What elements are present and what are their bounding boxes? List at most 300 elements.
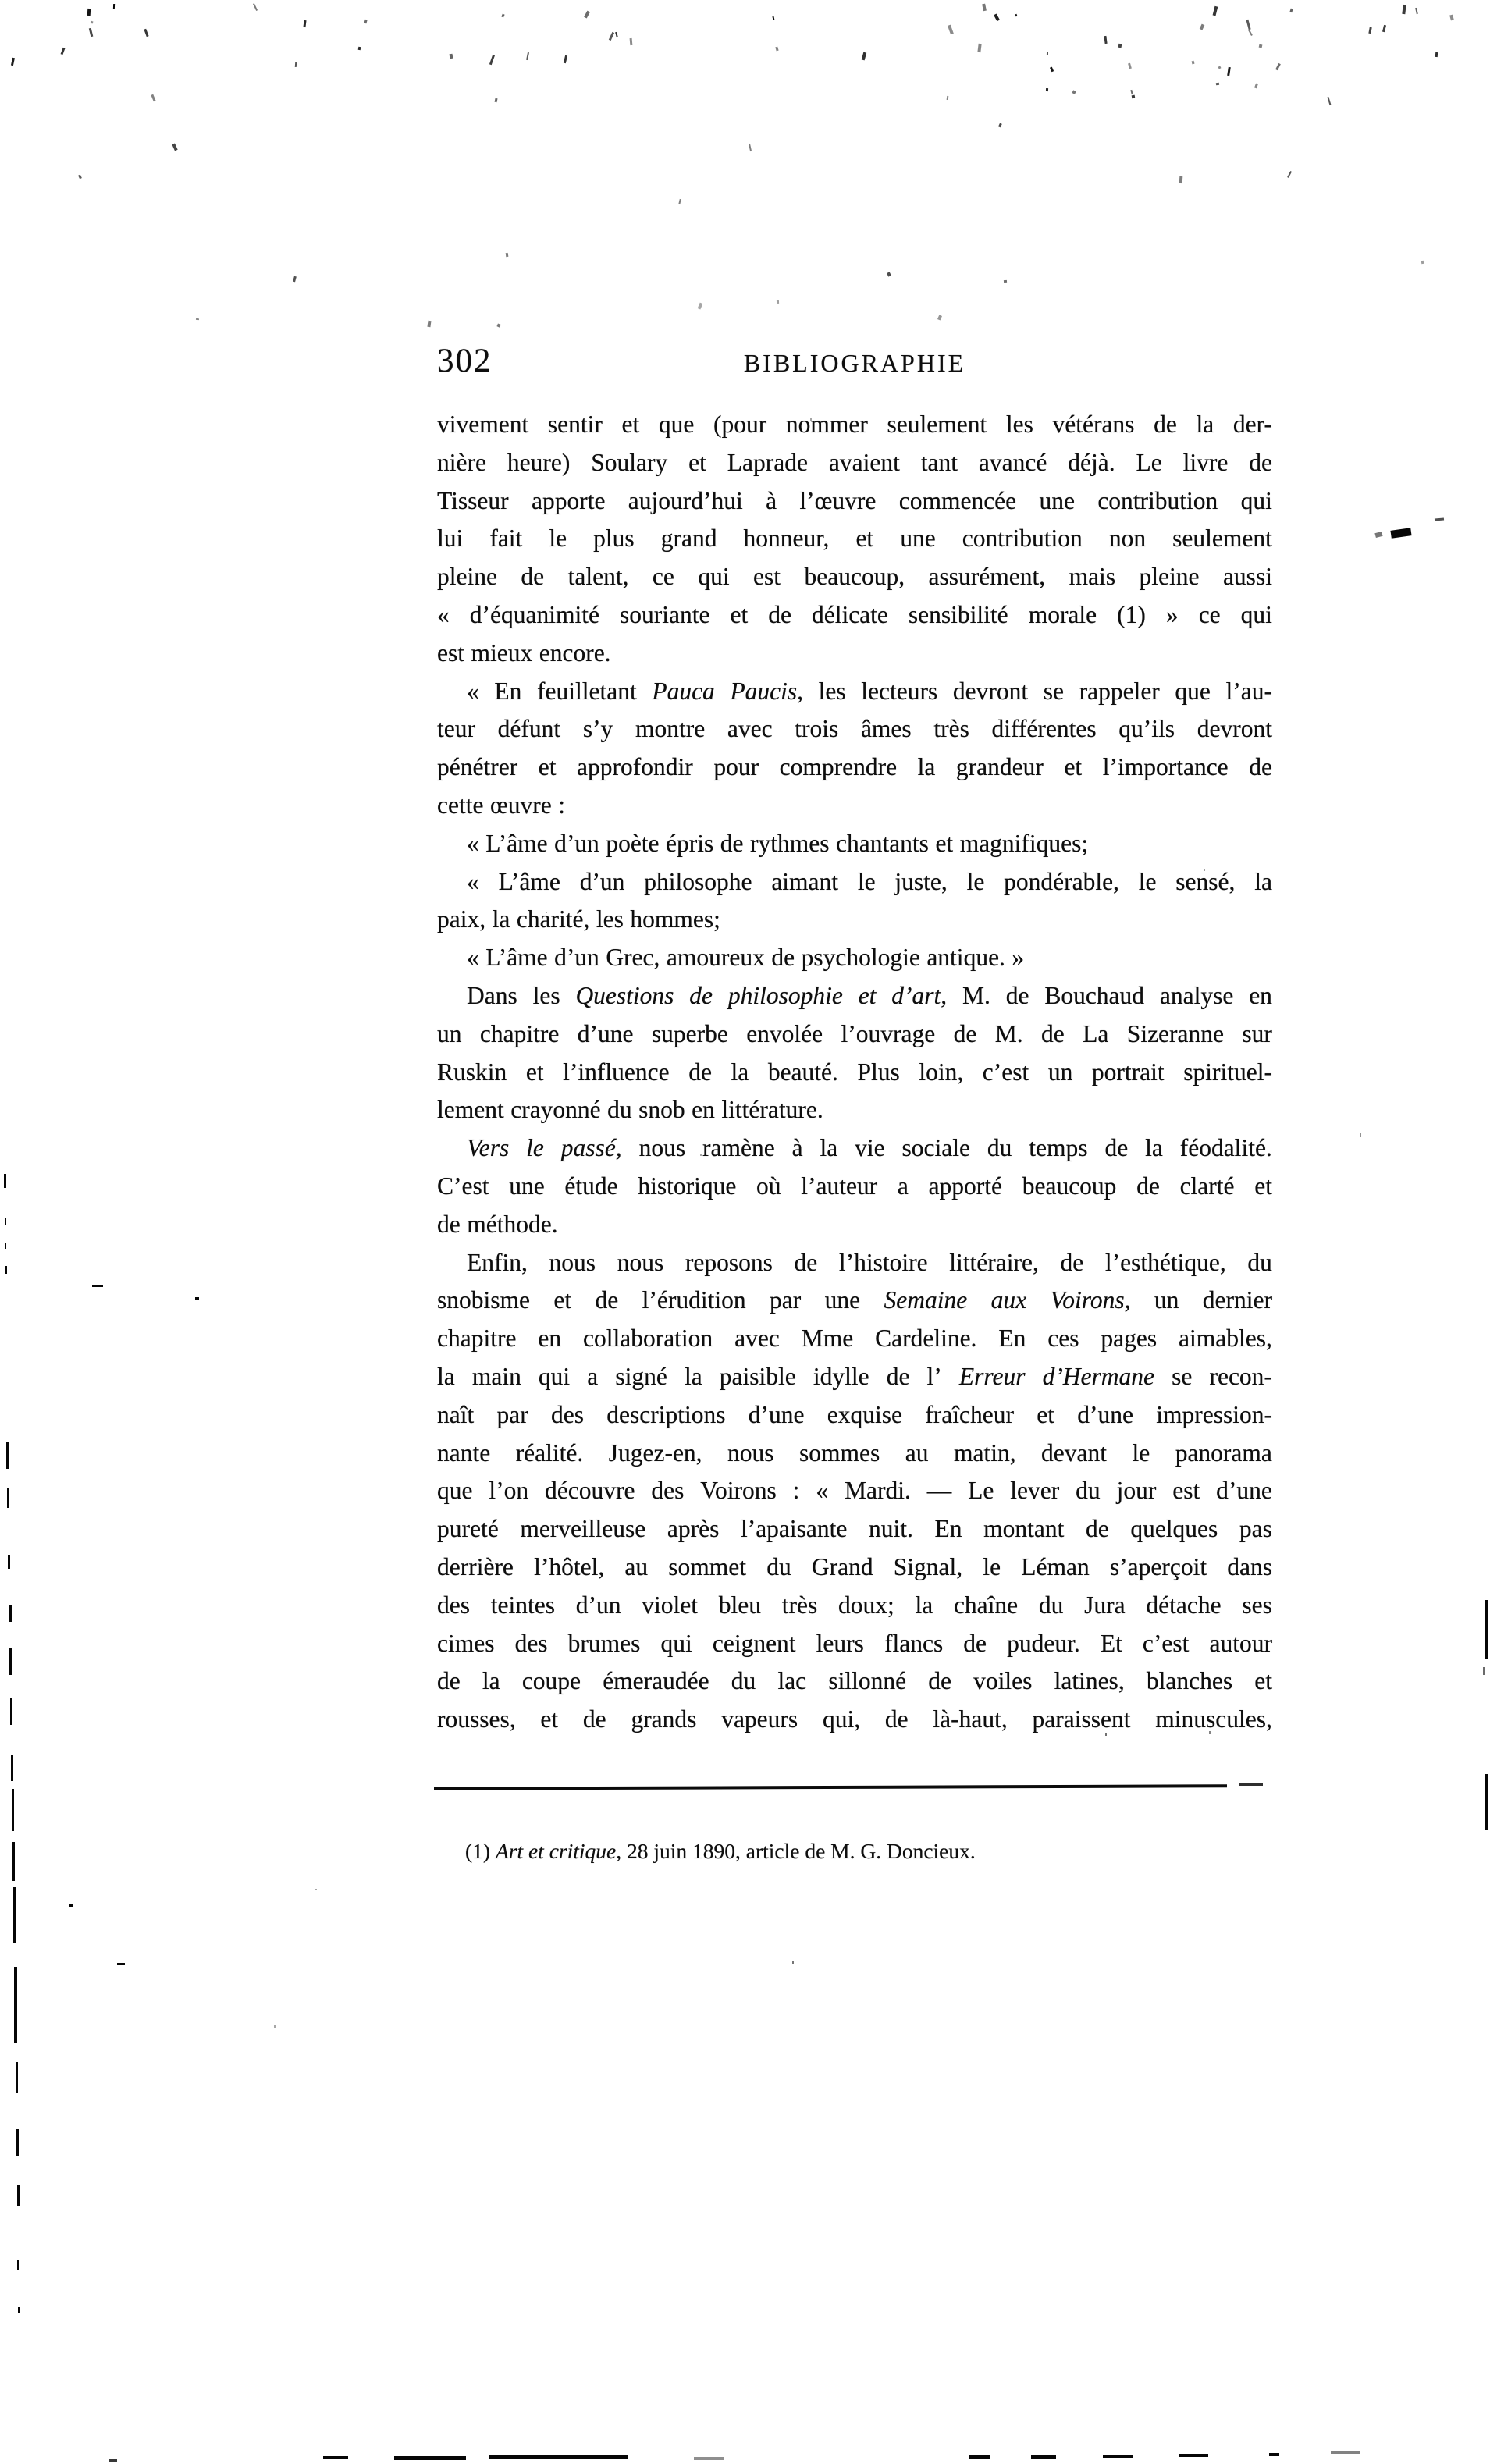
word: nommer bbox=[785, 411, 868, 438]
word: délicate bbox=[811, 600, 888, 628]
word: comprendre bbox=[779, 753, 898, 781]
word: montant bbox=[983, 1515, 1065, 1543]
scan-mark bbox=[13, 1887, 16, 1943]
scan-mark bbox=[861, 52, 866, 61]
word: contribution bbox=[1097, 486, 1218, 514]
word-italic: Voirons, bbox=[1050, 1286, 1131, 1314]
word: livre bbox=[1182, 448, 1229, 476]
word: « bbox=[467, 867, 479, 895]
word: non bbox=[1108, 524, 1147, 553]
word: Le bbox=[1136, 448, 1162, 476]
word: Voirons bbox=[700, 1477, 777, 1505]
word: Dans bbox=[467, 981, 517, 1009]
word: par bbox=[496, 1400, 528, 1428]
word: l’ bbox=[926, 1362, 942, 1390]
word: qui bbox=[698, 563, 730, 591]
scan-mark bbox=[1421, 261, 1424, 264]
scan-mark bbox=[982, 4, 986, 11]
body-text-block bbox=[437, 406, 1272, 1739]
word-italic: de bbox=[689, 981, 713, 1009]
word: d’une bbox=[1216, 1477, 1272, 1505]
word: après bbox=[667, 1515, 720, 1543]
word: et bbox=[1064, 753, 1083, 781]
word: devant bbox=[1041, 1438, 1108, 1467]
word: déjà. bbox=[1068, 448, 1115, 476]
word: grandeur bbox=[955, 753, 1044, 781]
word: paisible bbox=[719, 1362, 796, 1390]
scan-mark bbox=[9, 1605, 12, 1622]
word: méthode. bbox=[467, 1210, 558, 1238]
scan-mark bbox=[678, 199, 681, 204]
scan-mark bbox=[357, 47, 360, 50]
word: Tisseur bbox=[437, 486, 509, 514]
scan-mark bbox=[1485, 1600, 1488, 1659]
scan-mark bbox=[1104, 36, 1107, 44]
word: paraissent bbox=[1032, 1705, 1131, 1733]
scan-mark bbox=[427, 321, 431, 327]
scan-mark bbox=[1179, 2454, 1208, 2457]
word: fait bbox=[489, 524, 523, 553]
scan-mark bbox=[12, 1789, 14, 1831]
scan-mark bbox=[615, 31, 618, 37]
word: approfondir bbox=[577, 753, 693, 781]
word: L’âme bbox=[498, 867, 560, 895]
scan-mark bbox=[777, 300, 779, 304]
word: pureté bbox=[437, 1515, 499, 1543]
text-line bbox=[437, 558, 1272, 596]
scan-mark bbox=[1289, 9, 1293, 13]
word: le bbox=[1132, 1438, 1150, 1467]
word: qui bbox=[1240, 486, 1272, 514]
text-line bbox=[437, 825, 1272, 863]
word: et bbox=[1037, 1400, 1054, 1428]
scan-mark bbox=[69, 1904, 73, 1907]
word: sensé, bbox=[1175, 867, 1236, 895]
word: du bbox=[1038, 1591, 1064, 1619]
word: épris bbox=[666, 829, 714, 857]
scan-mark bbox=[1179, 176, 1182, 183]
word-italic: d’art, bbox=[891, 981, 948, 1009]
scan-mark bbox=[14, 1967, 17, 2043]
word: : bbox=[558, 791, 565, 819]
word: vie bbox=[855, 1134, 885, 1162]
word: paix, bbox=[437, 905, 486, 933]
word: d’un bbox=[554, 944, 599, 972]
scan-mark bbox=[1204, 869, 1205, 871]
text-line bbox=[437, 406, 1272, 444]
word: par bbox=[770, 1286, 802, 1314]
scan-mark bbox=[948, 25, 954, 35]
word: chaîne bbox=[953, 1591, 1019, 1619]
word: autour bbox=[1209, 1629, 1272, 1657]
word: émeraudée bbox=[603, 1667, 709, 1695]
text-line bbox=[437, 1510, 1272, 1548]
word: au bbox=[905, 1438, 929, 1467]
word: voiles bbox=[973, 1667, 1033, 1695]
word: montre bbox=[635, 715, 706, 743]
word: l’érudition bbox=[642, 1286, 746, 1314]
word: talent, bbox=[567, 563, 629, 591]
word: au bbox=[624, 1552, 649, 1580]
text-line bbox=[437, 787, 1272, 825]
word: du bbox=[731, 1667, 756, 1695]
scan-mark bbox=[9, 1648, 12, 1675]
word: Et bbox=[1100, 1629, 1122, 1657]
word: avancé bbox=[978, 448, 1047, 476]
word: un bbox=[437, 1019, 462, 1047]
word: Jugez-en, bbox=[608, 1438, 702, 1467]
word: » bbox=[1165, 600, 1179, 628]
word: C’est bbox=[437, 1172, 489, 1200]
scan-mark bbox=[1249, 30, 1254, 36]
scan-mark bbox=[1130, 90, 1133, 94]
word: aimant bbox=[771, 867, 839, 895]
word: Grand bbox=[811, 1552, 873, 1580]
scan-mark bbox=[792, 1961, 794, 1964]
word: ce bbox=[1198, 600, 1221, 628]
scan-mark bbox=[1072, 90, 1076, 94]
word: des bbox=[551, 1400, 585, 1428]
text-line bbox=[437, 482, 1272, 521]
word-italic: passé, bbox=[560, 1134, 622, 1162]
scan-mark bbox=[1416, 8, 1419, 15]
word: seulement bbox=[887, 411, 987, 438]
scan-mark bbox=[1200, 23, 1204, 30]
scan-mark bbox=[5, 1218, 6, 1225]
word: Soulary bbox=[591, 448, 668, 476]
word: nous bbox=[638, 1134, 686, 1162]
word: l’hôtel, bbox=[534, 1552, 605, 1580]
word: lui bbox=[437, 524, 464, 553]
word: œuvre bbox=[489, 791, 552, 819]
scan-mark bbox=[629, 38, 632, 45]
word-italic: le bbox=[526, 1134, 544, 1162]
scan-mark bbox=[109, 2459, 117, 2462]
scan-mark bbox=[1382, 25, 1386, 33]
text-line bbox=[437, 1244, 1272, 1282]
word: du bbox=[1247, 1248, 1272, 1276]
scan-mark bbox=[5, 1243, 6, 1249]
scan-mark bbox=[315, 1889, 317, 1890]
page-number: 302 bbox=[437, 343, 493, 379]
word: de bbox=[595, 1286, 619, 1314]
word: seulement bbox=[1172, 524, 1272, 553]
word: beaucoup bbox=[1022, 1172, 1117, 1200]
word: l’œuvre bbox=[799, 486, 877, 514]
word: nous bbox=[549, 1248, 596, 1276]
word: qu’ils bbox=[1118, 715, 1175, 743]
word: plus bbox=[593, 524, 635, 553]
text-line bbox=[437, 939, 1272, 977]
word: d’un bbox=[579, 867, 625, 895]
scan-mark bbox=[1246, 20, 1251, 30]
word: différentes bbox=[991, 715, 1097, 743]
word: l’influence bbox=[563, 1058, 670, 1086]
word: lever bbox=[1010, 1477, 1060, 1505]
scan-mark bbox=[16, 2062, 18, 2093]
word: a bbox=[897, 1172, 909, 1200]
footnote-text bbox=[437, 1836, 1300, 1867]
word: que bbox=[658, 411, 695, 438]
text-line bbox=[437, 1168, 1272, 1206]
footnote-segment: 28 juin 1890, article de M. G. Doncieux. bbox=[621, 1839, 976, 1863]
word: la bbox=[1254, 867, 1272, 895]
word: la bbox=[915, 1591, 933, 1619]
footnote-segment: (1) bbox=[465, 1839, 496, 1863]
word: sensibilité bbox=[908, 600, 1008, 628]
word: ceignent bbox=[712, 1629, 796, 1657]
scan-mark bbox=[1258, 44, 1262, 48]
scan-mark bbox=[4, 1174, 6, 1188]
word: panorama bbox=[1175, 1438, 1272, 1467]
word: vivement bbox=[437, 411, 529, 438]
word: cette bbox=[437, 791, 484, 819]
text-line bbox=[437, 901, 1272, 939]
scan-mark bbox=[1015, 14, 1018, 17]
scan-mark bbox=[1050, 67, 1054, 72]
word: sommet bbox=[668, 1552, 747, 1580]
word: nière bbox=[437, 448, 486, 476]
word: chapitre bbox=[437, 1324, 517, 1353]
word: flancs bbox=[884, 1629, 944, 1657]
word: l’auteur bbox=[801, 1172, 878, 1200]
word: est bbox=[437, 638, 464, 667]
word: et bbox=[525, 1058, 544, 1086]
scan-mark bbox=[887, 272, 891, 276]
word: vapeurs bbox=[721, 1705, 798, 1733]
word: en bbox=[1249, 981, 1272, 1009]
word: de bbox=[582, 1705, 606, 1733]
word: à bbox=[791, 1134, 803, 1162]
word: de bbox=[1041, 1019, 1065, 1047]
scan-mark bbox=[1216, 83, 1219, 86]
scan-mark bbox=[78, 174, 82, 179]
text-line bbox=[437, 863, 1272, 901]
word: qui, bbox=[822, 1705, 861, 1733]
word: « bbox=[467, 829, 479, 857]
word: c’est bbox=[982, 1058, 1029, 1086]
text-line bbox=[437, 1206, 1272, 1244]
scan-mark bbox=[90, 21, 93, 24]
word: qui bbox=[1240, 600, 1272, 628]
scan-mark bbox=[1132, 95, 1135, 99]
word: lac bbox=[777, 1667, 807, 1695]
word-italic: Questions bbox=[575, 981, 674, 1009]
word: chapitre bbox=[479, 1019, 560, 1047]
word: apporte bbox=[531, 486, 606, 514]
word: reposons bbox=[685, 1248, 773, 1276]
word: pondérable, bbox=[1004, 867, 1119, 895]
scan-mark bbox=[1105, 1733, 1107, 1736]
word: et bbox=[855, 524, 874, 553]
word: de bbox=[771, 944, 795, 972]
word: le bbox=[983, 1552, 1001, 1580]
scan-mark bbox=[502, 14, 505, 18]
text-line bbox=[437, 1320, 1272, 1358]
word: du bbox=[987, 1134, 1012, 1162]
word: ses bbox=[1242, 1591, 1272, 1619]
word: le bbox=[966, 867, 985, 895]
word: que bbox=[437, 1477, 473, 1505]
scan-mark bbox=[1328, 97, 1332, 105]
word: M. bbox=[994, 1019, 1023, 1047]
word: la bbox=[482, 1667, 500, 1695]
word: d’une bbox=[748, 1400, 805, 1428]
word: devront bbox=[1197, 715, 1272, 743]
word: envolée bbox=[746, 1019, 823, 1047]
word: d’équanimité bbox=[469, 600, 599, 628]
word: l’au- bbox=[1225, 677, 1272, 705]
text-line bbox=[437, 444, 1272, 482]
scan-mark bbox=[1209, 1731, 1211, 1734]
scan-mark bbox=[937, 315, 942, 320]
text-line bbox=[437, 635, 1272, 673]
scan-mark bbox=[698, 303, 703, 310]
scan-mark bbox=[87, 9, 91, 16]
word: avec bbox=[727, 715, 773, 743]
word: quelques bbox=[1130, 1515, 1218, 1543]
word: vétérans bbox=[1052, 411, 1135, 438]
word: coupe bbox=[521, 1667, 581, 1695]
word: très bbox=[933, 715, 969, 743]
scan-mark bbox=[1004, 280, 1007, 283]
text-line bbox=[437, 1015, 1272, 1054]
word: rousses, bbox=[437, 1705, 516, 1733]
scan-mark bbox=[969, 2455, 990, 2459]
word: souriante bbox=[619, 600, 710, 628]
word-italic: Semaine bbox=[884, 1286, 968, 1314]
word: des bbox=[437, 1591, 470, 1619]
scan-mark bbox=[1031, 2455, 1056, 2459]
word: aujourd’hui bbox=[628, 486, 743, 514]
scan-mark bbox=[10, 1698, 12, 1725]
word: et bbox=[540, 1705, 559, 1733]
word: loin, bbox=[919, 1058, 964, 1086]
scan-mark bbox=[1118, 44, 1122, 48]
scan-mark bbox=[489, 2455, 628, 2459]
word: rappeler bbox=[1079, 677, 1160, 705]
text-line bbox=[437, 710, 1272, 748]
word: de bbox=[884, 1705, 909, 1733]
word: main bbox=[471, 1362, 521, 1390]
word: des bbox=[514, 1629, 548, 1657]
scan-mark bbox=[196, 318, 199, 321]
word: teur bbox=[437, 715, 475, 743]
word: avec bbox=[734, 1324, 780, 1353]
text-line bbox=[437, 1472, 1272, 1510]
scan-mark bbox=[295, 62, 297, 67]
word: cimes bbox=[437, 1629, 495, 1657]
word: Plus bbox=[857, 1058, 900, 1086]
word: heure) bbox=[507, 448, 571, 476]
scan-mark bbox=[1269, 2453, 1279, 2456]
word: l’ouvrage bbox=[841, 1019, 936, 1047]
word: et bbox=[688, 448, 706, 476]
word: descriptions bbox=[606, 1400, 726, 1428]
scan-mark bbox=[776, 46, 779, 51]
text-line bbox=[437, 1548, 1272, 1587]
text-line bbox=[437, 1662, 1272, 1701]
word: le bbox=[1138, 867, 1157, 895]
text-line bbox=[437, 977, 1272, 1015]
word: sociale bbox=[901, 1134, 970, 1162]
scan-mark bbox=[584, 11, 590, 19]
text-line bbox=[437, 1701, 1272, 1739]
word: Mme bbox=[801, 1324, 854, 1353]
text-line bbox=[437, 1625, 1272, 1663]
word: exquise bbox=[827, 1400, 903, 1428]
scan-mark bbox=[16, 2129, 19, 2156]
word: aimables, bbox=[1179, 1324, 1272, 1353]
scan-mark bbox=[6, 1442, 9, 1469]
word: pudeur. bbox=[1007, 1629, 1080, 1657]
word: « bbox=[467, 944, 479, 972]
word: temps bbox=[1029, 1134, 1088, 1162]
word: spirituel- bbox=[1183, 1058, 1272, 1086]
scan-mark bbox=[1254, 84, 1258, 88]
word: nous bbox=[727, 1438, 774, 1467]
word: et bbox=[621, 411, 640, 438]
word-italic: Vers bbox=[467, 1134, 510, 1162]
word: amoureux bbox=[666, 944, 765, 972]
scan-mark bbox=[496, 323, 500, 327]
scan-mark bbox=[151, 94, 156, 101]
scan-mark bbox=[1331, 2451, 1360, 2454]
footnote-segment-italic: Art et critique, bbox=[495, 1839, 622, 1863]
word: « bbox=[437, 600, 450, 628]
word: et bbox=[1254, 1667, 1272, 1695]
scan-mark bbox=[1435, 517, 1444, 521]
word: morale bbox=[1028, 600, 1097, 628]
word: trois bbox=[795, 715, 839, 743]
word-italic: Paucis, bbox=[730, 677, 804, 705]
word: pénétrer bbox=[437, 753, 518, 781]
word: grands bbox=[631, 1705, 697, 1733]
word: » bbox=[1012, 944, 1025, 972]
scan-mark bbox=[1374, 532, 1382, 538]
word: mais bbox=[1069, 563, 1116, 591]
word: de bbox=[688, 1058, 712, 1086]
word: pour bbox=[713, 753, 759, 781]
word: les bbox=[1005, 411, 1033, 438]
scan-mark bbox=[489, 54, 495, 64]
word: de bbox=[886, 1362, 910, 1390]
word: une bbox=[900, 524, 936, 553]
word-italic: aux bbox=[990, 1286, 1027, 1314]
text-line bbox=[437, 1091, 1272, 1129]
word: pleine bbox=[437, 563, 497, 591]
scan-mark bbox=[1287, 171, 1292, 178]
scan-mark bbox=[449, 54, 453, 59]
word: antique. bbox=[926, 944, 1005, 972]
word: s’y bbox=[582, 715, 613, 743]
word: la bbox=[492, 905, 510, 933]
scan-mark bbox=[18, 2307, 20, 2313]
word: Ruskin bbox=[437, 1058, 507, 1086]
word: que bbox=[1175, 677, 1211, 705]
word: pas bbox=[1239, 1515, 1272, 1543]
word: un bbox=[1154, 1286, 1179, 1314]
scan-mark bbox=[694, 2457, 724, 2460]
word: là-haut, bbox=[933, 1705, 1008, 1733]
word: contribution bbox=[962, 524, 1083, 553]
word: violet bbox=[642, 1591, 698, 1619]
scan-mark bbox=[1360, 1133, 1361, 1137]
word: crayonné bbox=[510, 1096, 601, 1124]
scan-mark bbox=[1483, 1667, 1485, 1675]
word: les bbox=[818, 677, 846, 705]
word: et bbox=[730, 600, 749, 628]
